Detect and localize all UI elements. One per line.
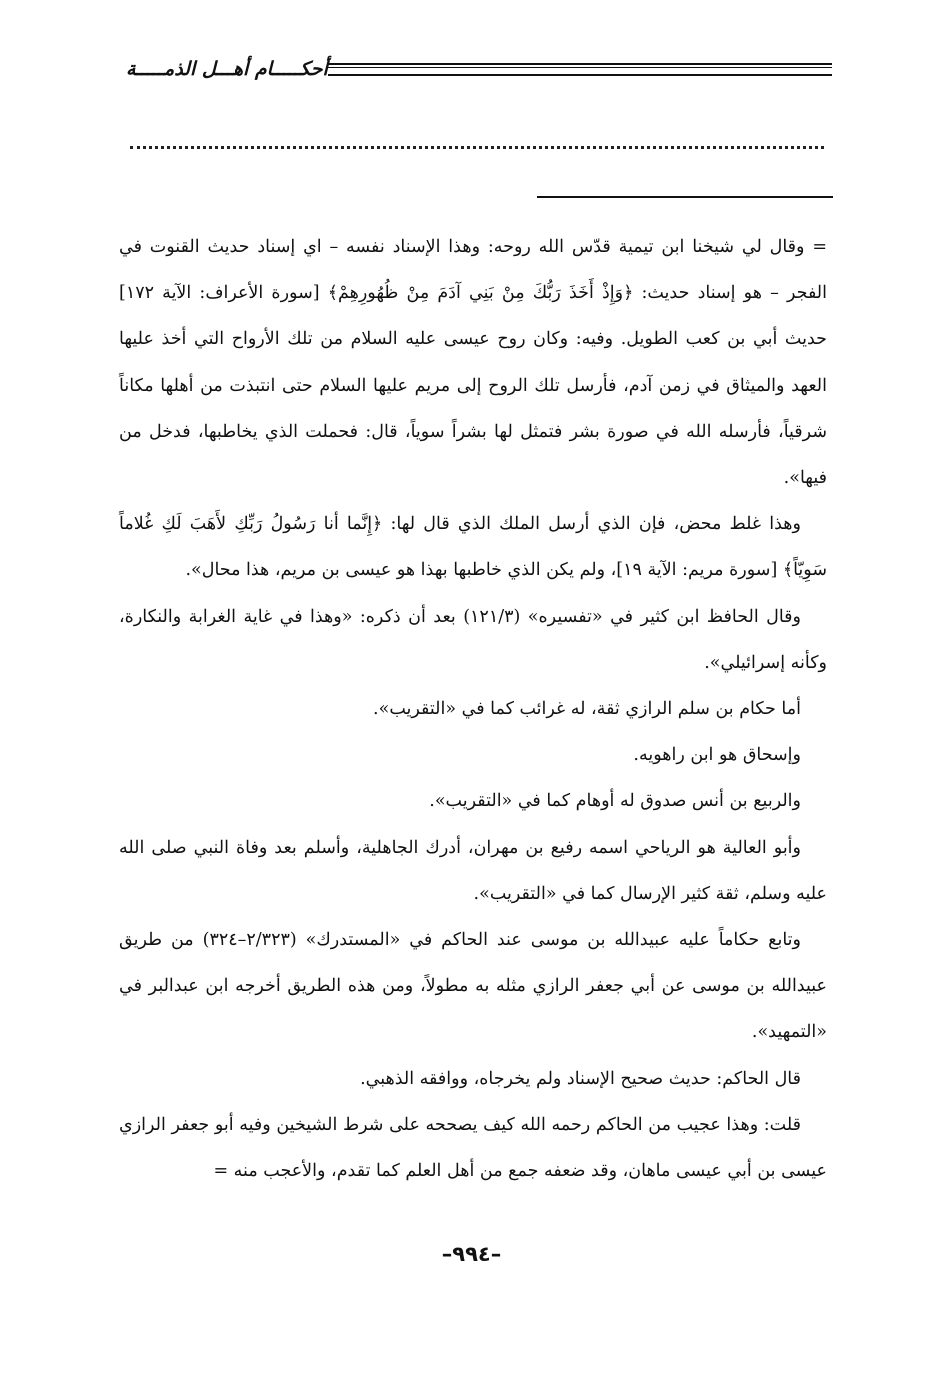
- running-header: [118, 52, 832, 86]
- paragraph: قال الحاكم: حديث صحيح الإسناد ولم يخرجاه، ووافقه الذهبي.: [360, 1068, 801, 1089]
- paragraph: والربيع بن أنس صدوق له أوهام كما في «التقريب».: [429, 791, 801, 812]
- paragraph: وهذا غلط محض، فإن الذي أرسل الملك الذي قال لها: ﴿إِنَّما أنا رَسُولُ رَبِّكِ لأَهَبَ لَكِ غُلاماً سَوِيّاً﴾ [سورة مريم: الآية ١٩]، ولم يكن الذي خاطبها بهذا هو عيسى بن مريم، هذا محال».: [119, 514, 827, 581]
- paragraph: = وقال لي شيخنا ابن تيمية قدّس الله روحه: وهذا الإسناد نفسه – اي إسناد حديث القنوت في الفجر – هو إسناد حديث: ﴿وَإِذْ أَخَذَ رَبُّكَ مِنْ بَنِي آدَمَ مِنْ ظُهُورِهِمْ﴾ [سورة الأعراف: الآية ١٧٢] حديث أبي بن كعب الطويل. وفيه: وكان روح عيسى عليه السلام من تلك الأرواح التي أخذ عليها العهد والميثاق في زمن آدم، فأرسل تلك الروح إلى مريم عليها السلام حتى انتبذت من أهلها مكاناً شرقياً، فأرسله الله في صورة بشر فتمثل لها بشراً سوياً، قال: فحملت الذي يخاطبها، فدخل من فيها».: [119, 237, 827, 489]
- running-title: أحكـــــام أهـــل الذمـــــة: [126, 58, 328, 80]
- paragraph: وقال الحافظ ابن كثير في «تفسيره» (١٢١/٣) بعد أن ذكره: «وهذا في غاية الغرابة والنكارة، وكأنه إسرائيلي».: [119, 606, 827, 673]
- dotted-separator: [130, 132, 824, 149]
- page-number: –٩٩٤–: [441, 1242, 502, 1266]
- paragraph: وتابع حكاماً عليه عبيدالله بن موسى عند الحاكم في «المستدرك» (٢/٣٢٣–٣٢٤) من طريق عبيدالله بن موسى عن أبي جعفر الرازي مثله به مطولاً، ومن هذه الطريق أخرجه ابن عبدالبر في «التمهيد».: [119, 930, 827, 1043]
- paragraph: أما حكام بن سلم الرازي ثقة، له غرائب كما في «التقريب».: [373, 699, 801, 720]
- footnote-text: [119, 224, 827, 1194]
- footnote-rule: [537, 196, 833, 198]
- header-double-rule: [328, 63, 832, 76]
- paragraph: وإسحاق هو ابن راهويه.: [633, 745, 801, 766]
- paragraph: قلت: وهذا عجيب من الحاكم رحمه الله كيف يصححه على شرط الشيخين وفيه أبو جعفر الرازي عيسى بن أبي عيسى ماهان، وقد ضعفه جمع من أهل العلم كما تقدم، والأعجب منه =: [119, 1114, 827, 1182]
- paragraph: وأبو العالية هو الرياحي اسمه رفيع بن مهران، أدرك الجاهلية، وأسلم بعد وفاة النبي صلى الله عليه وسلم، ثقة كثير الإرسال كما في «التقريب».: [119, 837, 827, 904]
